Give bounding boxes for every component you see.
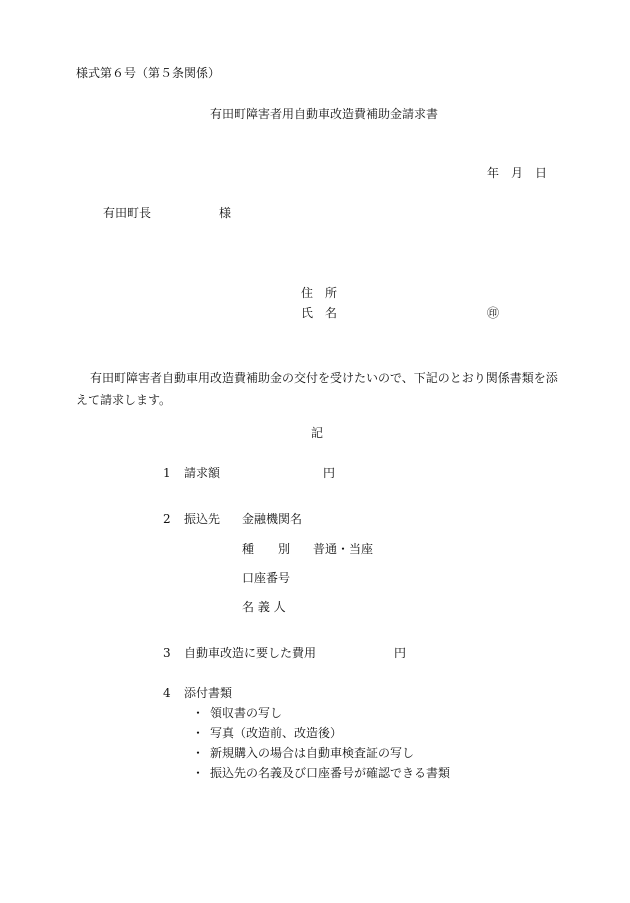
item-1-label: 請求額	[184, 466, 221, 480]
attachment-item: 領収書の写し	[210, 706, 283, 720]
attachment-item: 写真（改造前、改造後）	[210, 726, 343, 740]
address-label: 住 所	[301, 286, 338, 300]
item-3-unit: 円	[394, 646, 407, 660]
attachment-bullet: ・	[192, 766, 205, 780]
attachment-item: 振込先の名義及び口座番号が確認できる書類	[210, 766, 451, 780]
item-4-label: 添付書類	[184, 686, 233, 700]
attachment-item: 新規購入の場合は自動車検査証の写し	[210, 746, 415, 760]
attachment-bullet: ・	[192, 706, 205, 720]
item-2-number: 2	[163, 512, 171, 526]
item-1-unit: 円	[323, 466, 336, 480]
item-4-number: 4	[163, 686, 171, 700]
item-3-number: 3	[163, 646, 171, 660]
ki-heading: 記	[311, 426, 324, 440]
item-2-label: 振込先	[184, 512, 221, 526]
bank-name-label: 金融機関名	[242, 512, 303, 526]
request-paragraph-text: 有田町障害者自動車用改造費補助金の交付を受けたいので、下記のとおり関係書類を添えて請求します。	[76, 371, 558, 407]
attachment-bullet: ・	[192, 726, 205, 740]
name-label: 氏 名	[301, 306, 338, 320]
account-holder-label: 名 義 人	[242, 600, 286, 614]
item-3-label: 自動車改造に要した費用	[184, 646, 317, 660]
item-1-number: 1	[163, 466, 171, 480]
form-number: 様式第６号（第５条関係）	[76, 66, 221, 80]
document-title: 有田町障害者用自動車改造費補助金請求書	[210, 107, 439, 121]
account-number-label: 口座番号	[242, 571, 291, 585]
addressee-honorific: 様	[219, 206, 232, 220]
date-day: 日	[535, 166, 548, 180]
account-type-label: 種 別	[242, 542, 291, 556]
attachment-bullet: ・	[192, 746, 205, 760]
date-month: 月	[511, 166, 524, 180]
date-year: 年	[487, 166, 500, 180]
addressee-name: 有田町長	[103, 206, 152, 220]
seal-mark: ㊞	[487, 306, 500, 320]
request-paragraph	[76, 367, 566, 411]
account-type-options: 普通・当座	[313, 542, 374, 556]
